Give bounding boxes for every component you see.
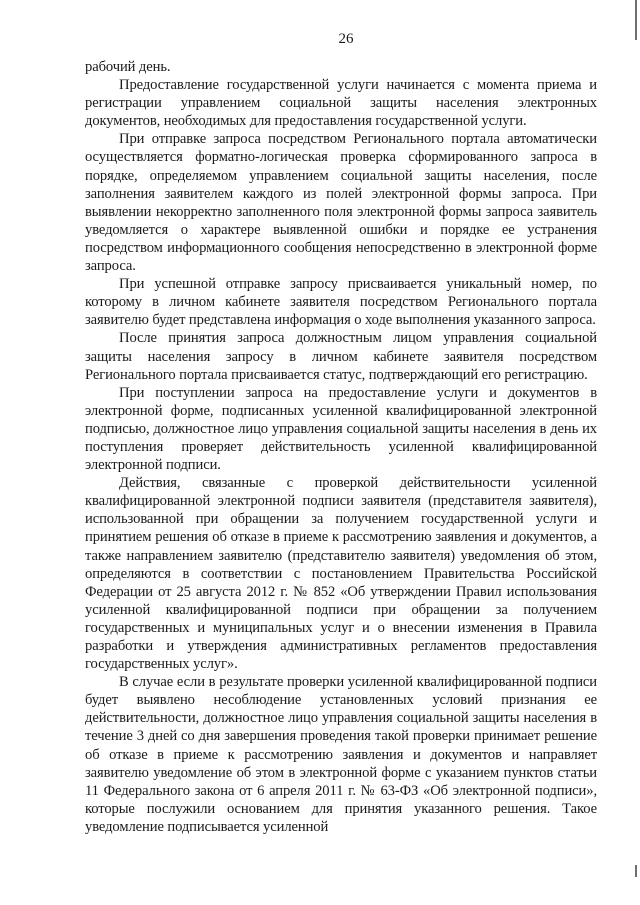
paragraph-format-check: При отправке запроса посредством Регионального портала автоматически осуществляется форматно-логическая проверка сформированного запроса в порядке, определяемом управлением социальной защиты населения, после заполнения заявителем каждого из полей электронной формы запроса. При выявлении некорректно заполненного поля электронной формы запроса заявитель уведомляется о характере выявленной ошибки и порядке ее устранения посредством информационного сообщения непосредственно в электронной форме запроса. [85,131,597,275]
page-number: 26 [338,31,354,47]
paragraph-continuation: рабочий день. [85,59,171,75]
paragraph-unique-number: При успешной отправке запросу присваивается уникальный номер, по которому в личном кабинете заявителя посредством Регионального портала заявителю будет представлена информация о ходе выполнения указанного запроса. [85,276,597,329]
paragraph-service-start: Предоставление государственной услуги начинается с момента приема и регистрации управлением социальной защиты населения электронных документов, необходимых для предоставления государственной услуги. [85,77,597,130]
scan-edge-mark [635,865,637,877]
paragraph-registration-status: После принятия запроса должностным лицом управления социальной защиты населения запросу в личном кабинете заявителя посредством Регионального портала присваивается статус, подтверждающий его регистрацию. [85,330,597,383]
paragraph-signature-check: При поступлении запроса на предоставление услуги и документов в электронной форме, подписанных усиленной квалифицированной электронной подписью, должностное лицо управления социальной защиты населения в день их поступления проверяет действительность усиленной квалифицированной электронной подписи. [85,384,597,474]
paragraph-refusal-notice: В случае если в результате проверки усиленной квалифицированной подписи будет выявлено несоблюдение установленных условий признания ее действительности, должностное лицо управления социальной защиты населения в течение 3 дней со дня завершения проведения такой проверки принимает решение об отказе в приеме к рассмотрению заявления и документов и направляет заявителю уведомление об этом в электронной форме с указанием пунктов статьи 11 Федерального закона от 6 апреля 2011 г. № 63-ФЗ «Об электронной подписи», которые послужили основанием для принятия указанного решения. Такое уведомление подписывается усиленной [85,674,597,835]
document-body [85,58,597,836]
paragraph-government-decree: Действия, связанные с проверкой действительности усиленной квалифицированной электронной подписи заявителя (представителя заявителя), использованной при обращении за получением государственной услуги и принятием решения об отказе в приеме к рассмотрению заявления и документов, а также направлением заявителю (представителю заявителя) уведомления об этом, определяются в соответствии с постановлением Правительства Российской Федерации от 25 августа 2012 г. № 852 «Об утверждении Правил использования усиленной квалифицированной подписи при обращении за получением государственных и муниципальных услуг и о внесении изменения в Правила разработки и утверждения административных регламентов предоставления государственных услуг». [85,475,597,673]
